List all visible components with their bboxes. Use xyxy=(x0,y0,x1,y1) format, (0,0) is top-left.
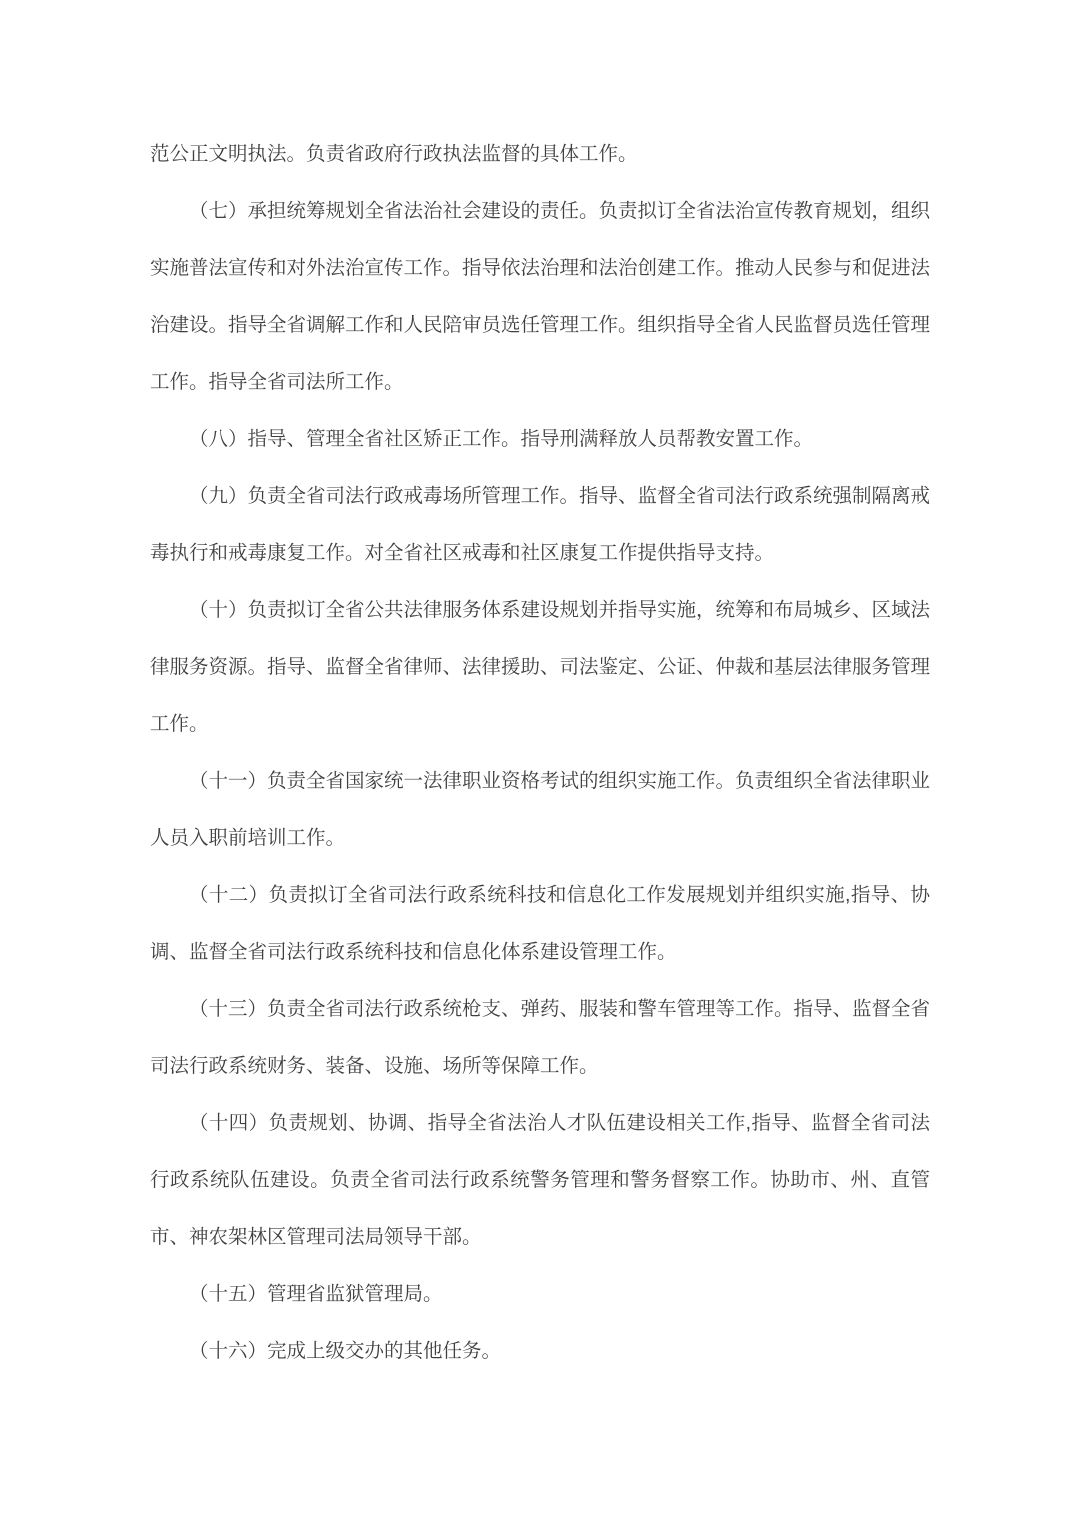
paragraph: 范公正文明执法。负责省政府行政执法监督的具体工作。 xyxy=(150,143,638,165)
paragraph: （十六）完成上级交办的其他任务。 xyxy=(189,1340,502,1362)
paragraph: （十五）管理省监狱管理局。 xyxy=(189,1283,443,1305)
paragraph: （十三）负责全省司法行政系统枪支、弹药、服装和警车管理等工作。指导、监督全省司法行政系统财务、装备、设施、场所等保障工作。 xyxy=(150,998,931,1077)
paragraph: （十四）负责规划、协调、指导全省法治人才队伍建设相关工作,指导、监督全省司法行政系统队伍建设。负责全省司法行政系统警务管理和警务督察工作。协助市、州、直管市、神农架林区管理司法局领导干部。 xyxy=(150,1112,930,1248)
paragraph: （七）承担统筹规划全省法治社会建设的责任。负责拟订全省法治宣传教育规划，组织实施普法宣传和对外法治宣传工作。指导依法治理和法治创建工作。推动人民参与和促进法治建设。指导全省调解工作和人民陪审员选任管理工作。组织指导全省人民监督员选任管理工作。指导全省司法所工作。 xyxy=(150,200,931,393)
document-body xyxy=(150,126,930,1380)
paragraph: （九）负责全省司法行政戒毒场所管理工作。指导、监督全省司法行政系统强制隔离戒毒执行和戒毒康复工作。对全省社区戒毒和社区康复工作提供指导支持。 xyxy=(150,485,931,564)
paragraph: （十）负责拟订全省公共法律服务体系建设规划并指导实施，统筹和布局城乡、区域法律服务资源。指导、监督全省律师、法律援助、司法鉴定、公证、仲裁和基层法律服务管理工作。 xyxy=(150,599,931,735)
paragraph: （八）指导、管理全省社区矫正工作。指导刑满释放人员帮教安置工作。 xyxy=(189,428,814,450)
paragraph: （十二）负责拟订全省司法行政系统科技和信息化工作发展规划并组织实施,指导、协调、监督全省司法行政系统科技和信息化体系建设管理工作。 xyxy=(150,884,930,963)
paragraph: （十一）负责全省国家统一法律职业资格考试的组织实施工作。负责组织全省法律职业人员入职前培训工作。 xyxy=(150,770,931,849)
